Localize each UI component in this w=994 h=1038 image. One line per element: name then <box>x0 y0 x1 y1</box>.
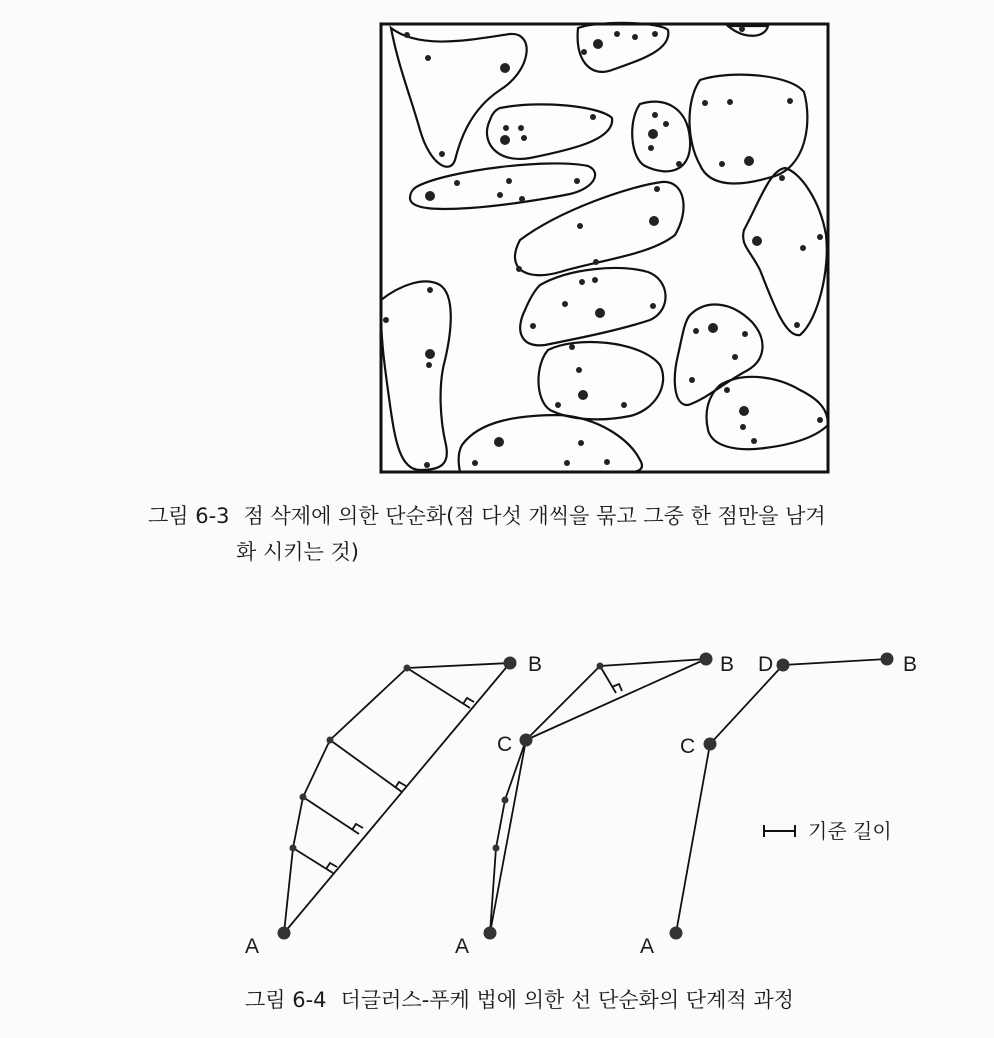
perpendicular <box>407 668 470 708</box>
data-point <box>530 323 536 329</box>
data-point <box>732 354 738 360</box>
data-point <box>424 462 430 468</box>
data-point <box>719 161 725 167</box>
data-point <box>650 303 656 309</box>
data-point <box>503 125 509 131</box>
data-point <box>593 39 603 49</box>
data-point <box>518 125 524 131</box>
perpendicular <box>600 666 616 693</box>
data-point <box>574 178 580 184</box>
label-b: B <box>720 653 735 676</box>
vertex <box>597 663 604 670</box>
data-point <box>800 245 806 251</box>
data-point <box>578 390 588 400</box>
data-point <box>654 186 660 192</box>
data-point <box>702 100 708 106</box>
step-3-points <box>670 653 894 940</box>
figure-6-4-step-1 <box>284 663 513 933</box>
data-point <box>472 460 478 466</box>
data-point <box>614 31 620 37</box>
vertex <box>290 845 297 852</box>
label-d: D <box>758 653 774 676</box>
data-point <box>590 114 596 120</box>
data-point <box>648 129 658 139</box>
endpoint-b <box>700 653 713 666</box>
perpendicular <box>330 740 402 792</box>
label-b: B <box>903 653 918 676</box>
data-point <box>817 234 823 240</box>
data-point <box>739 406 749 416</box>
data-point <box>494 437 504 447</box>
data-point <box>562 301 568 307</box>
data-point <box>779 175 785 181</box>
data-point <box>648 145 654 151</box>
data-point <box>794 322 800 328</box>
data-point <box>724 387 730 393</box>
caption-line-2: 화 시키는 것) <box>236 540 359 564</box>
point-c <box>520 734 533 747</box>
right-angle-mark <box>326 863 337 869</box>
data-point <box>652 112 658 118</box>
line-a-c <box>490 740 526 933</box>
data-point <box>652 31 658 37</box>
vertex <box>502 797 509 804</box>
caption-number: 그림 6-4 <box>245 988 327 1012</box>
data-point <box>693 328 699 334</box>
data-point <box>506 178 512 184</box>
data-point <box>740 424 746 430</box>
reference-length-label: 기준 길이 <box>808 819 892 843</box>
data-point <box>593 259 599 265</box>
caption-text: 더글러스-푸케 법에 의한 선 단순화의 단계적 과정 <box>340 988 794 1012</box>
data-point <box>787 98 793 104</box>
point-d <box>777 659 790 672</box>
data-point <box>739 26 745 32</box>
data-point <box>555 402 561 408</box>
data-point <box>521 135 527 141</box>
data-point <box>500 135 510 145</box>
data-point <box>742 331 748 337</box>
data-point <box>649 216 659 226</box>
endpoint-a <box>670 927 683 940</box>
data-point <box>577 223 583 229</box>
label-c: C <box>497 733 513 756</box>
data-point <box>752 236 762 246</box>
caption-line-1: 점 삭제에 의한 단순화(점 다섯 개씩을 묶고 그중 한 점만을 남겨 <box>243 504 826 528</box>
label-c: C <box>680 735 696 758</box>
reference-length-legend <box>764 825 795 837</box>
caption-number: 그림 6-3 <box>148 504 230 528</box>
data-point <box>426 362 432 368</box>
data-point <box>425 55 431 61</box>
endpoint-a <box>484 927 497 940</box>
data-point <box>576 367 582 373</box>
data-point <box>439 151 445 157</box>
data-point <box>663 121 669 127</box>
original-line <box>490 659 706 933</box>
data-point <box>497 192 503 198</box>
data-point <box>578 440 584 446</box>
data-point <box>427 287 433 293</box>
figure-6-3-caption <box>148 498 826 564</box>
data-point <box>632 34 638 40</box>
figure-6-4-step-3 <box>676 659 887 933</box>
label-b: B <box>528 653 543 676</box>
map-frame <box>381 24 828 472</box>
label-a: A <box>455 935 470 958</box>
right-angle-mark <box>463 698 474 704</box>
data-point <box>581 49 587 55</box>
data-point <box>383 317 389 323</box>
data-point <box>817 417 823 423</box>
data-point <box>519 196 525 202</box>
data-point <box>454 180 460 186</box>
data-point <box>595 308 605 318</box>
perpendicular <box>303 797 359 834</box>
data-point <box>500 63 510 73</box>
data-point <box>604 459 610 465</box>
endpoint-b <box>504 657 517 670</box>
line-c-b <box>526 659 706 740</box>
endpoint-b <box>881 653 894 666</box>
vertex <box>493 845 500 852</box>
data-point <box>569 344 575 350</box>
data-point <box>425 191 435 201</box>
vertex <box>300 794 307 801</box>
baseline-a-b <box>284 663 513 933</box>
data-point <box>592 277 598 283</box>
perpendicular <box>293 848 333 873</box>
label-a: A <box>640 935 655 958</box>
data-point <box>404 32 410 38</box>
data-point <box>564 460 570 466</box>
vertex <box>404 665 411 672</box>
data-point <box>425 349 435 359</box>
right-angle-mark <box>395 782 406 788</box>
data-point <box>744 156 754 166</box>
data-point <box>689 377 695 383</box>
endpoint-a <box>278 927 291 940</box>
data-point <box>516 266 522 272</box>
step-2-points <box>484 653 713 940</box>
label-a: A <box>245 935 260 958</box>
data-point <box>579 279 585 285</box>
figure-6-4-caption <box>245 982 794 1018</box>
data-point <box>751 438 757 444</box>
simplified-line <box>676 659 887 933</box>
data-point <box>708 323 718 333</box>
data-point <box>621 402 627 408</box>
right-angle-mark <box>352 824 363 830</box>
point-c <box>704 738 717 751</box>
vertex <box>327 737 334 744</box>
figure-6-4-step-2 <box>490 659 706 933</box>
data-point <box>676 161 682 167</box>
data-point <box>727 99 733 105</box>
